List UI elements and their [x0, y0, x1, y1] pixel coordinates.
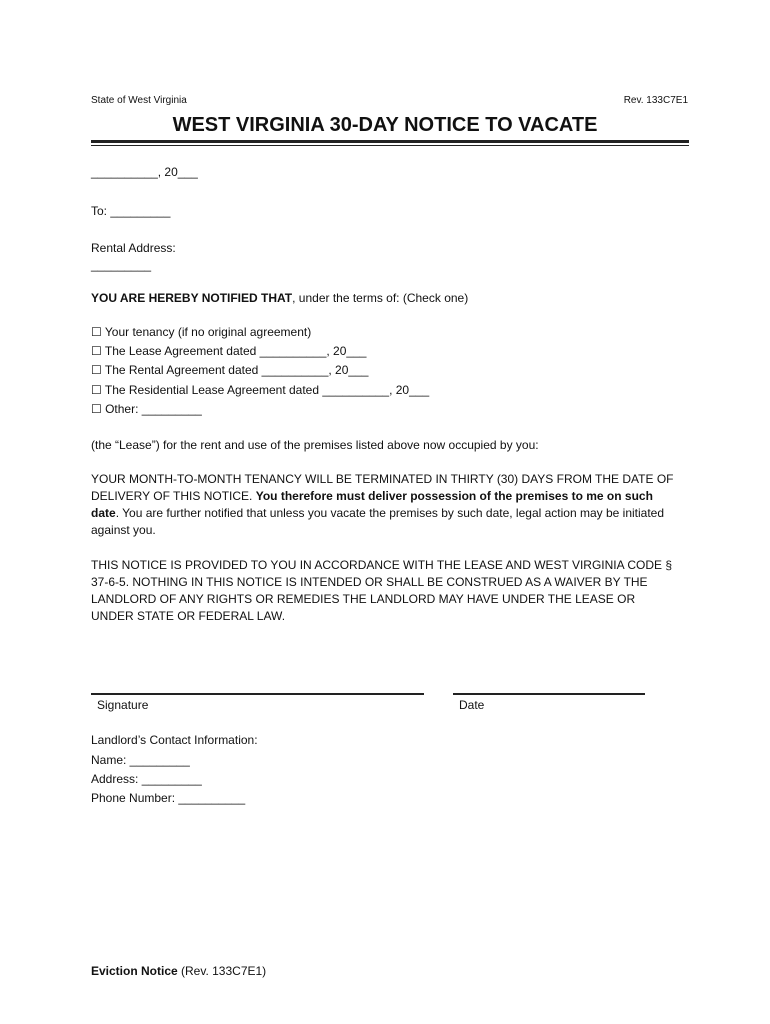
date-line: __________, 20___: [91, 165, 198, 179]
rental-address-blank: _________: [91, 258, 152, 272]
option-rental-agreement: ☐ The Rental Agreement dated __________, 20___: [91, 363, 369, 377]
notice-line: [91, 290, 468, 307]
termination-text-1: YOUR MONTH-TO-MONTH TENANCY WILL BE TERMINATED IN THIRTY (30) DAYS FROM THE DATE OF DELIVERY OF THIS NOTICE.: [91, 472, 674, 503]
legal-paragraph: THIS NOTICE IS PROVIDED TO YOU IN ACCORDANCE WITH THE LEASE AND WEST VIRGINIA CODE § 37-6-5. NOTHING IN THIS NOTICE IS INTENDED OR SHALL BE CONSTRUED AS A WAIVER BY THE LANDLORD OF ANY RIGHTS OR REMEDIES THE LANDLORD MAY HAVE UNDER THE LEASE OR UNDER STATE OR FEDERAL LAW.: [91, 558, 672, 623]
footer: [91, 963, 266, 980]
signature-label: Signature: [97, 698, 149, 712]
contact-heading: Landlord’s Contact Information:: [91, 733, 258, 747]
notice-bold: YOU ARE HEREBY NOTIFIED THAT: [91, 291, 293, 305]
header-state: State of West Virginia: [91, 95, 187, 106]
termination-text-2: . You are further notified that unless you vacate the premises by such date, legal action may be initiated against you.: [91, 506, 665, 537]
title-rule-thick: [91, 140, 689, 143]
contact-address: Address: _________: [91, 772, 202, 786]
rental-address-label: Rental Address:: [91, 241, 176, 255]
notice-rest: , under the terms of: (Check one): [292, 291, 469, 305]
title-rule-thin: [91, 145, 689, 146]
termination-paragraph: [91, 471, 681, 539]
option-tenancy: ☐ Your tenancy (if no original agreement): [91, 325, 312, 339]
document-title: WEST VIRGINIA 30-DAY NOTICE TO VACATE: [172, 114, 598, 136]
to-line: To: _________: [91, 204, 171, 218]
signature-line: [91, 693, 424, 695]
lease-line: (the “Lease”) for the rent and use of the premises listed above now occupied by you:: [91, 438, 539, 452]
option-other: ☐ Other: _________: [91, 402, 202, 416]
contact-name: Name: _________: [91, 753, 190, 767]
footer-bold: Eviction Notice: [91, 964, 178, 978]
termination-bold: You therefore must deliver possession of the premises to me on such date: [91, 489, 653, 520]
option-lease-agreement: ☐ The Lease Agreement dated __________, 20___: [91, 344, 367, 358]
footer-rest: (Rev. 133C7E1): [177, 964, 267, 978]
date-label: Date: [459, 698, 485, 712]
contact-phone: Phone Number: __________: [91, 791, 246, 805]
option-residential-lease: ☐ The Residential Lease Agreement dated __________, 20___: [91, 383, 430, 397]
date-sign-line: [453, 693, 645, 695]
header-revision: Rev. 133C7E1: [623, 95, 688, 106]
